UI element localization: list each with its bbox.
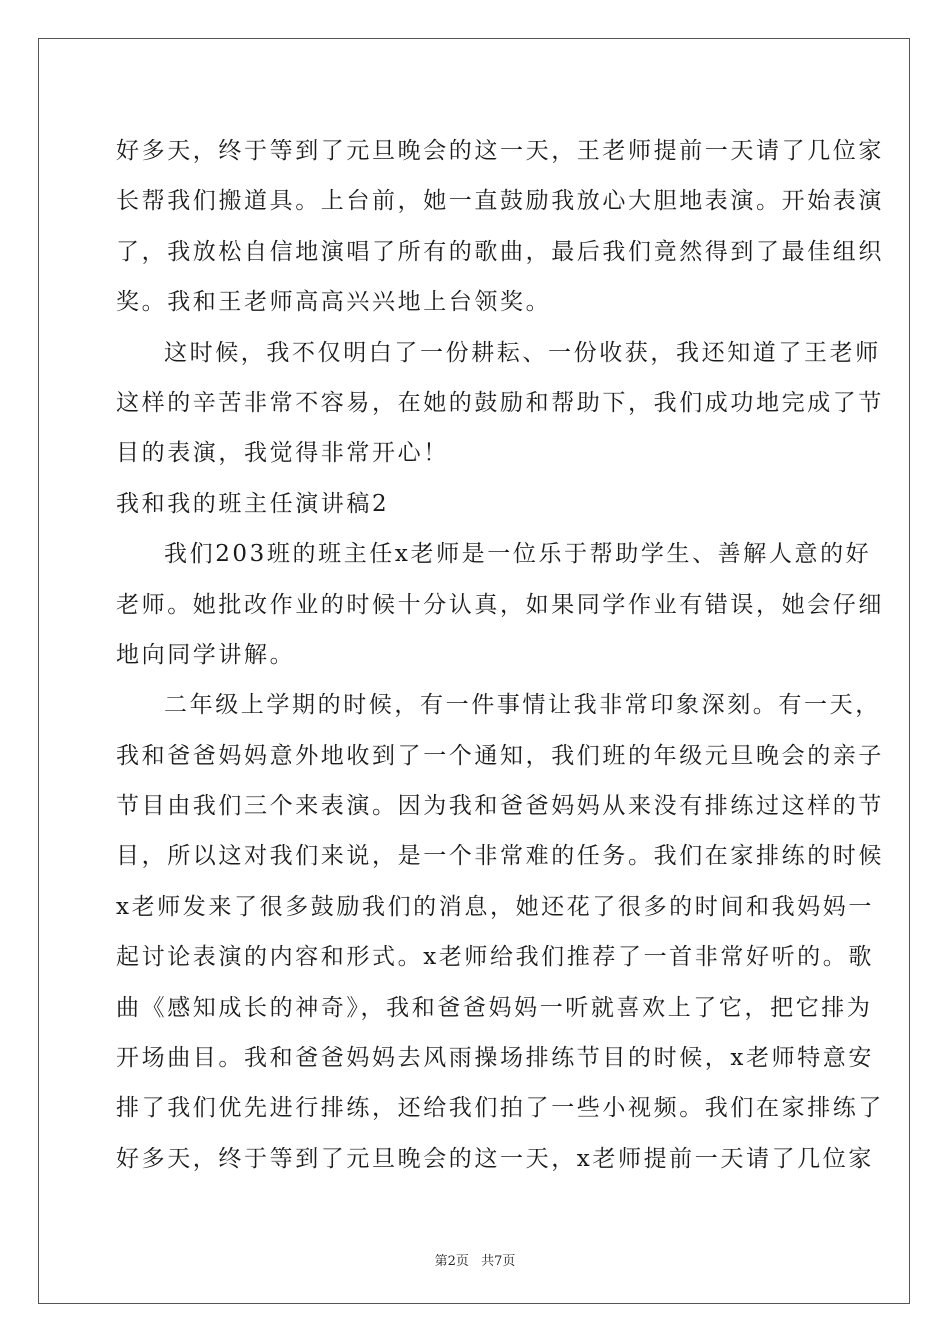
- text-line: 好多天，终于等到了元旦晚会的这一天，王老师提前一天请了几位家: [116, 138, 884, 164]
- page-number: 第2页: [434, 1254, 469, 1269]
- text-line: 长帮我们搬道具。上台前，她一直鼓励我放心大胆地表演。开始表演: [116, 188, 884, 215]
- text-line: 二年级上学期的时候，有一件事情让我非常印象深刻。有一天，: [164, 692, 881, 719]
- text-line: 这样的辛苦非常不容易，在她的鼓励和帮助下，我们成功地完成了节: [116, 389, 884, 416]
- text-line: 老师。她批改作业的时候十分认真，如果同学作业有错误，她会仔细: [116, 591, 884, 618]
- text-line: 曲《感知成长的神奇》，我和爸爸妈妈一听就喜欢上了它，把它排为: [116, 994, 873, 1021]
- document-body: [116, 126, 884, 1184]
- text-line: 我和爸爸妈妈意外地收到了一个通知，我们班的年级元旦晚会的亲子: [116, 742, 884, 769]
- text-line: 目，所以这对我们来说，是一个非常难的任务。我们在家排练的时候: [116, 843, 884, 870]
- text-line: 奖。我和王老师高高兴兴地上台领奖。: [116, 289, 552, 316]
- section-heading: 我和我的班主任演讲稿2: [116, 490, 390, 517]
- text-line: 这时候，我不仅明白了一份耕耘、一份收获，我还知道了王老师: [164, 339, 881, 366]
- text-line: 排了我们优先进行排练，还给我们拍了一些小视频。我们在家排练了: [116, 1095, 884, 1122]
- text-line: 地向同学讲解。: [116, 641, 296, 668]
- text-line: 我们203班的班主任x老师是一位乐于帮助学生、善解人意的好: [164, 541, 872, 568]
- text-line: 开场曲目。我和爸爸妈妈去风雨操场排练节目的时候，x老师特意安: [116, 1045, 874, 1072]
- text-line: x老师发来了很多鼓励我们的消息，她还花了很多的时间和我妈妈一: [116, 893, 874, 920]
- text-line: 节目由我们三个来表演。因为我和爸爸妈妈从来没有排练过这样的节: [116, 793, 884, 820]
- page-total: 共7页: [481, 1254, 516, 1269]
- text-line: 目的表演，我觉得非常开心！: [116, 440, 449, 467]
- page-footer: [0, 1250, 950, 1269]
- text-line: 了，我放松自信地演唱了所有的歌曲，最后我们竟然得到了最佳组织: [116, 238, 884, 265]
- text-line: 好多天，终于等到了元旦晚会的这一天，x老师提前一天请了几位家: [116, 1145, 874, 1172]
- text-line: 起讨论表演的内容和形式。x老师给我们推荐了一首非常好听的。歌: [116, 944, 874, 971]
